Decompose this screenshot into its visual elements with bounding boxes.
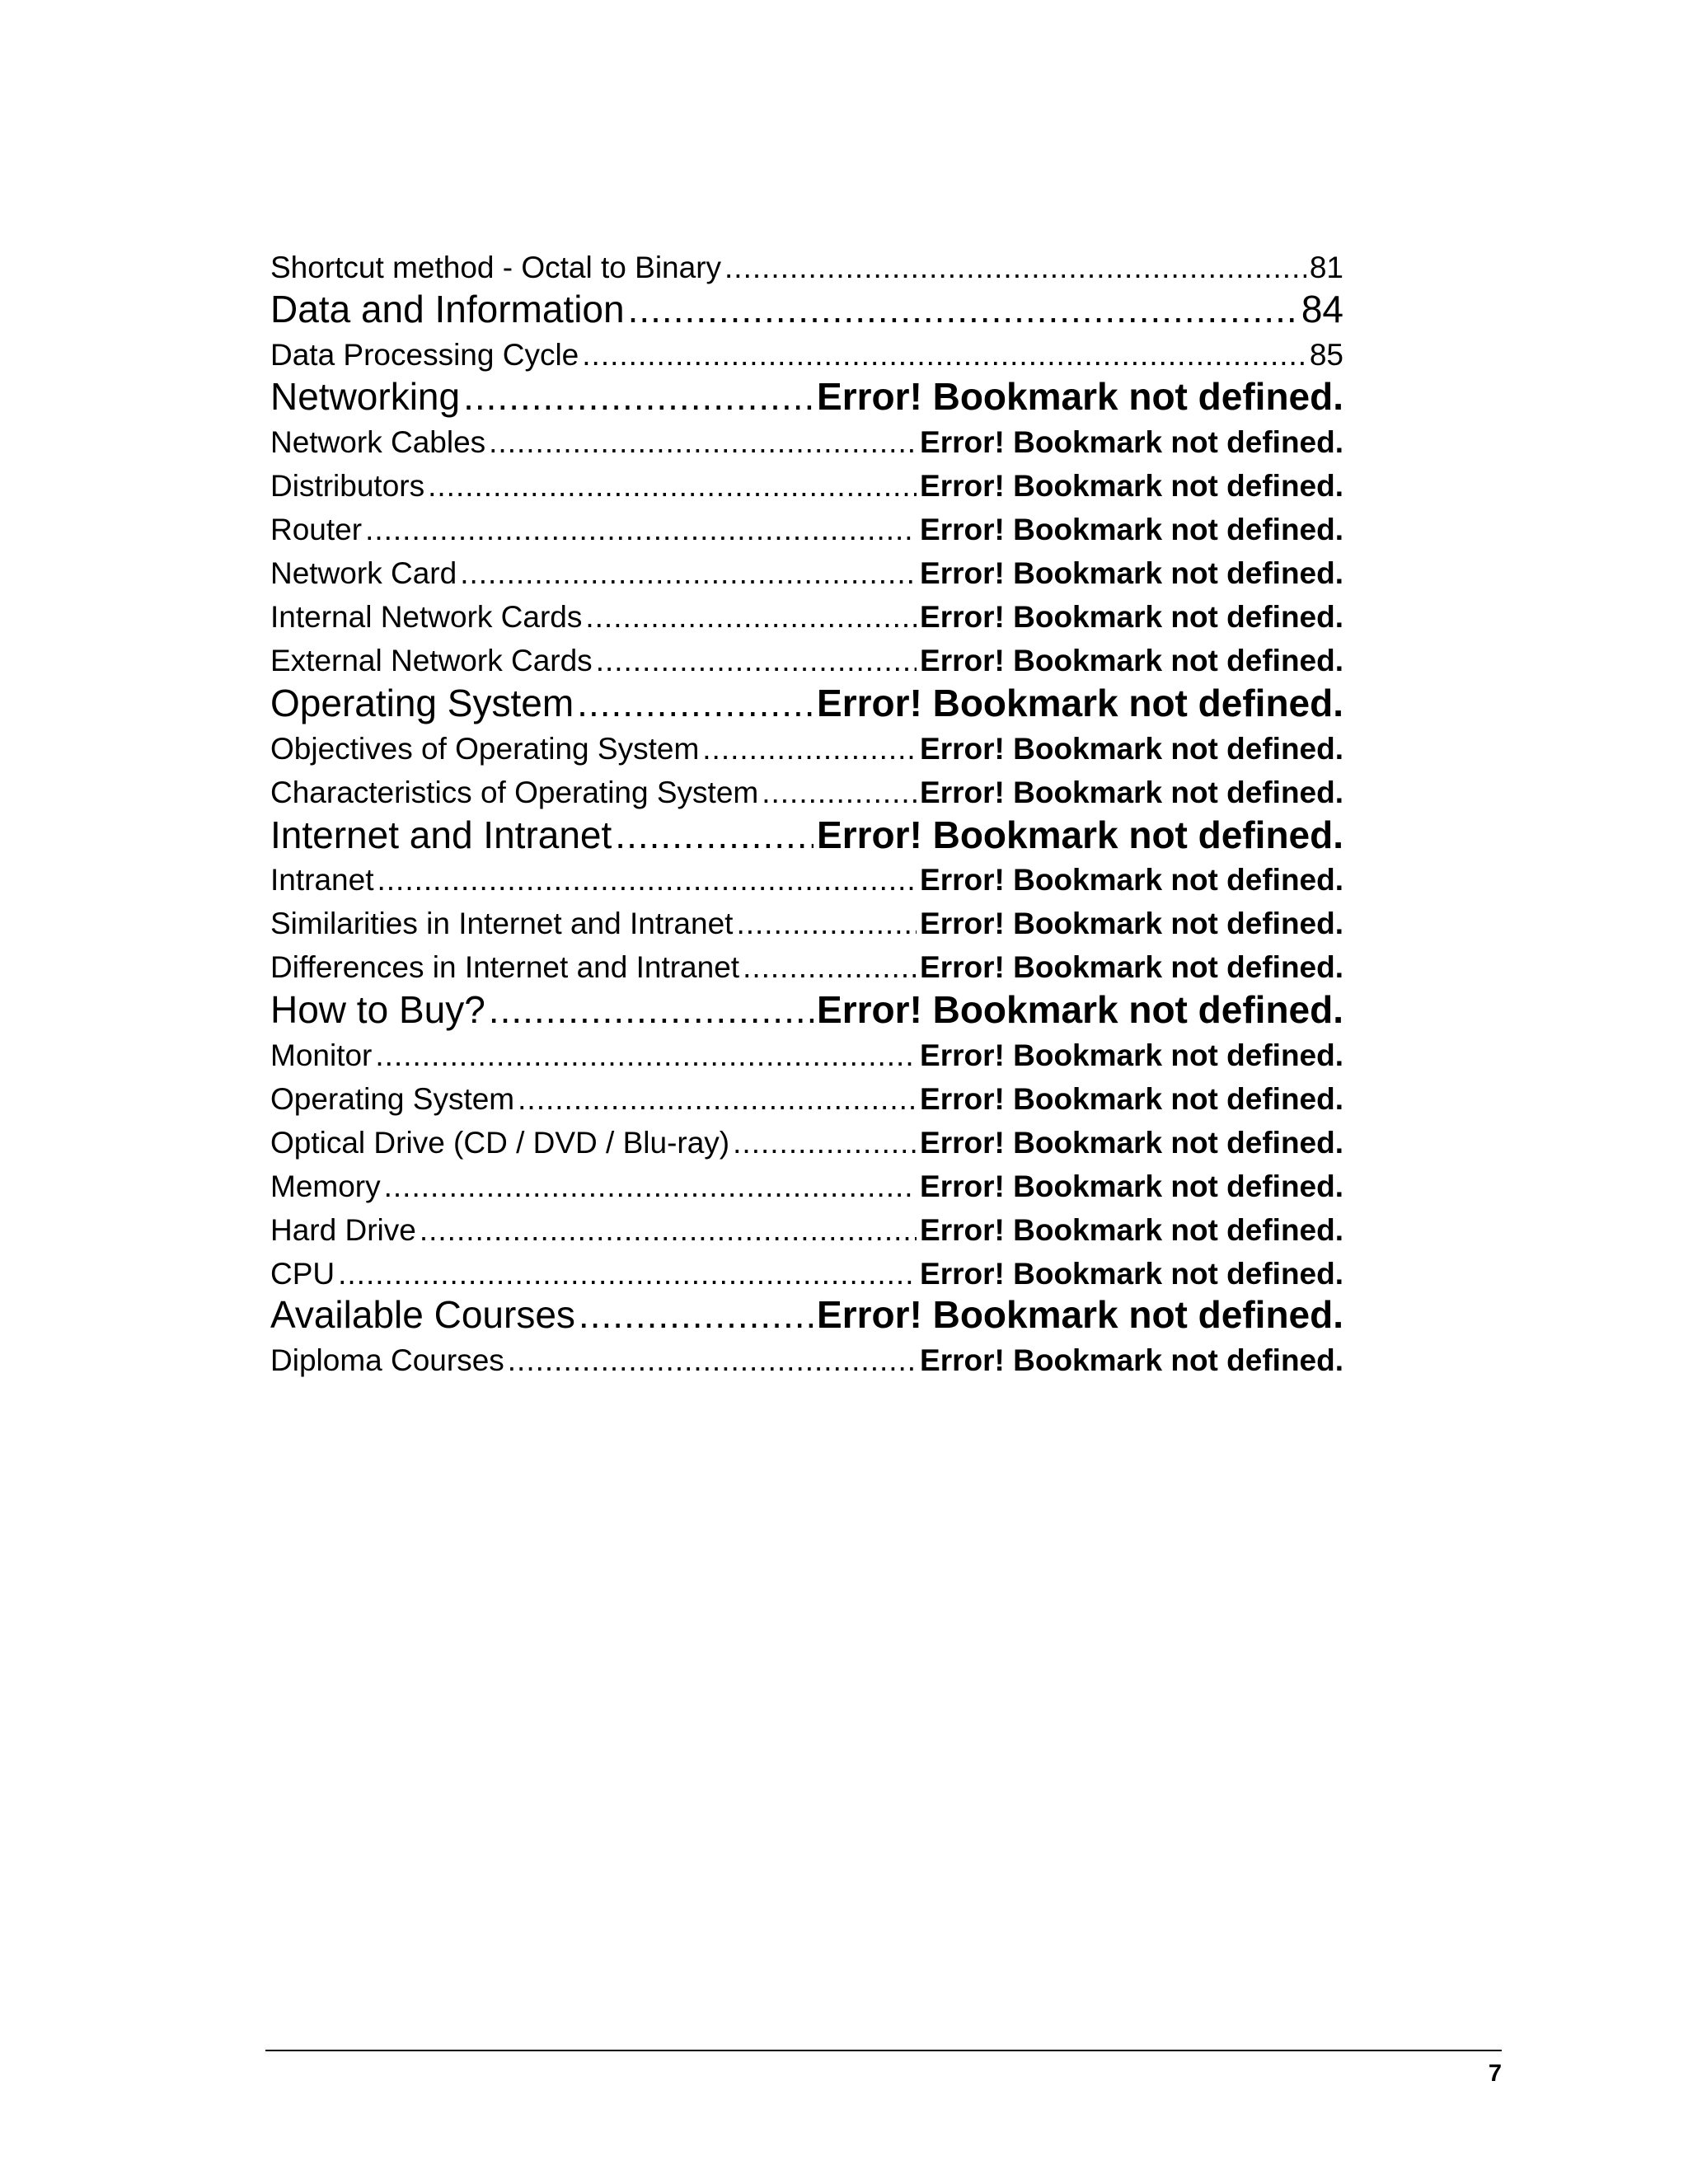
toc-dot-leader xyxy=(375,1040,917,1071)
toc-dot-leader xyxy=(724,252,1306,283)
toc-entry-label: Data Processing Cycle xyxy=(270,338,579,372)
toc-dot-leader xyxy=(615,816,814,854)
toc-entry[interactable] xyxy=(270,427,1343,457)
toc-entry[interactable] xyxy=(270,908,1343,939)
toc-entry[interactable] xyxy=(270,733,1343,764)
toc-dot-leader xyxy=(596,645,917,676)
toc-entry-page: Error! Bookmark not defined. xyxy=(920,1169,1343,1203)
toc-dot-leader xyxy=(762,777,917,808)
toc-entry-label: Available Courses xyxy=(270,1293,575,1336)
toc-dot-leader xyxy=(384,1171,917,1202)
toc-entry-label: Optical Drive (CD / DVD / Blu-ray) xyxy=(270,1126,730,1160)
toc-entry-page: Error! Bookmark not defined. xyxy=(920,425,1343,459)
toc-entry-label: Memory xyxy=(270,1169,381,1203)
toc-entry-page: Error! Bookmark not defined. xyxy=(920,1257,1343,1291)
toc-entry-page: Error! Bookmark not defined. xyxy=(920,907,1343,940)
toc-entry-label: Data and Information xyxy=(270,288,625,330)
toc-entry[interactable] xyxy=(270,1293,1343,1336)
toc-entry-page: Error! Bookmark not defined. xyxy=(920,732,1343,766)
toc-entry-label: Network Card xyxy=(270,556,457,590)
toc-entry[interactable] xyxy=(270,602,1343,632)
toc-dot-leader xyxy=(733,1127,917,1158)
toc-dot-leader xyxy=(582,340,1306,370)
toc-entry-page: Error! Bookmark not defined. xyxy=(920,1082,1343,1116)
toc-entry-label: Networking xyxy=(270,375,461,418)
toc-entry-page: Error! Bookmark not defined. xyxy=(817,682,1343,724)
toc-entry[interactable] xyxy=(270,1258,1343,1289)
toc-entry-label: Distributors xyxy=(270,469,425,503)
toc-entry[interactable] xyxy=(270,252,1343,283)
toc-entry-label: Router xyxy=(270,513,363,546)
toc-dot-leader xyxy=(463,377,814,415)
toc-dot-leader xyxy=(702,733,917,764)
toc-entry-label: How to Buy? xyxy=(270,988,485,1031)
toc-entry[interactable] xyxy=(270,952,1343,982)
toc-entry-page: Error! Bookmark not defined. xyxy=(817,1293,1343,1336)
toc-dot-leader xyxy=(743,952,917,982)
toc-entry-page: 85 xyxy=(1309,338,1343,372)
toc-dot-leader xyxy=(460,558,917,588)
page-number: 7 xyxy=(1488,2060,1502,2087)
toc-entry-page: Error! Bookmark not defined. xyxy=(920,863,1343,897)
toc-entry-label: Characteristics of Operating System xyxy=(270,776,759,809)
toc-entry[interactable] xyxy=(270,1171,1343,1202)
toc-entry[interactable] xyxy=(270,375,1343,418)
toc-dot-leader xyxy=(365,514,917,545)
toc-entry-label: Operating System xyxy=(270,1082,515,1116)
toc-dot-leader xyxy=(428,471,917,501)
toc-entry-page: 81 xyxy=(1309,251,1343,284)
toc-entry-page: 84 xyxy=(1301,288,1343,330)
toc-entry[interactable] xyxy=(270,865,1343,895)
toc-entry[interactable] xyxy=(270,1084,1343,1114)
toc-entry-page: Error! Bookmark not defined. xyxy=(920,1343,1343,1377)
toc-entry-label: Network Cables xyxy=(270,425,486,459)
toc-entry-page: Error! Bookmark not defined. xyxy=(920,1038,1343,1072)
toc-entry[interactable] xyxy=(270,558,1343,588)
toc-entry[interactable] xyxy=(270,988,1343,1031)
toc-dot-leader xyxy=(518,1084,917,1114)
toc-dot-leader xyxy=(628,290,1298,328)
toc-dot-leader xyxy=(338,1258,917,1289)
toc-entry-label: Monitor xyxy=(270,1038,373,1072)
toc-entry-page: Error! Bookmark not defined. xyxy=(920,950,1343,984)
toc-entry[interactable] xyxy=(270,1127,1343,1158)
toc-entry-page: Error! Bookmark not defined. xyxy=(920,600,1343,634)
toc-dot-leader xyxy=(489,991,814,1029)
toc-dot-leader xyxy=(579,1296,814,1333)
toc-entry-page: Error! Bookmark not defined. xyxy=(920,469,1343,503)
toc-entry[interactable] xyxy=(270,777,1343,808)
toc-entry-label: Hard Drive xyxy=(270,1213,416,1247)
toc-entry-page: Error! Bookmark not defined. xyxy=(817,375,1343,418)
toc-dot-leader xyxy=(489,427,917,457)
toc-entry-label: Diploma Courses xyxy=(270,1343,504,1377)
toc-entry[interactable] xyxy=(270,813,1343,856)
toc-entry-label: CPU xyxy=(270,1257,335,1291)
toc-entry[interactable] xyxy=(270,1040,1343,1071)
toc-entry-label: Shortcut method - Octal to Binary xyxy=(270,251,722,284)
toc-dot-leader xyxy=(420,1215,917,1245)
toc-entry-label: Internal Network Cards xyxy=(270,600,583,634)
toc-dot-leader xyxy=(577,684,814,722)
toc-entry-label: Internet and Intranet xyxy=(270,813,612,856)
toc-entry-page: Error! Bookmark not defined. xyxy=(920,644,1343,677)
toc-entry-label: Differences in Internet and Intranet xyxy=(270,950,740,984)
toc-entry[interactable] xyxy=(270,340,1343,370)
toc-dot-leader xyxy=(585,602,917,632)
toc-dot-leader xyxy=(508,1345,917,1376)
toc-entry-page: Error! Bookmark not defined. xyxy=(920,776,1343,809)
toc-entry[interactable] xyxy=(270,684,1343,722)
toc-entry-page: Error! Bookmark not defined. xyxy=(920,1126,1343,1160)
toc-entry[interactable] xyxy=(270,645,1343,676)
toc-entry-page: Error! Bookmark not defined. xyxy=(817,813,1343,856)
toc-entry-label: Intranet xyxy=(270,863,374,897)
toc-entry[interactable] xyxy=(270,1215,1343,1245)
footer-divider xyxy=(265,2050,1502,2051)
toc-entry[interactable] xyxy=(270,290,1343,328)
toc-dot-leader xyxy=(736,908,917,939)
toc-entry-label: External Network Cards xyxy=(270,644,593,677)
toc-entry-label: Operating System xyxy=(270,682,574,724)
toc-entry[interactable] xyxy=(270,1345,1343,1376)
toc-entry-page: Error! Bookmark not defined. xyxy=(920,556,1343,590)
toc-entry-page: Error! Bookmark not defined. xyxy=(920,513,1343,546)
toc-entry[interactable] xyxy=(270,514,1343,545)
toc-entry-page: Error! Bookmark not defined. xyxy=(920,1213,1343,1247)
toc-entry[interactable] xyxy=(270,471,1343,501)
toc-dot-leader xyxy=(377,865,917,895)
toc-entry-label: Similarities in Internet and Intranet xyxy=(270,907,734,940)
toc-entry-label: Objectives of Operating System xyxy=(270,732,700,766)
toc-entry-page: Error! Bookmark not defined. xyxy=(817,988,1343,1031)
